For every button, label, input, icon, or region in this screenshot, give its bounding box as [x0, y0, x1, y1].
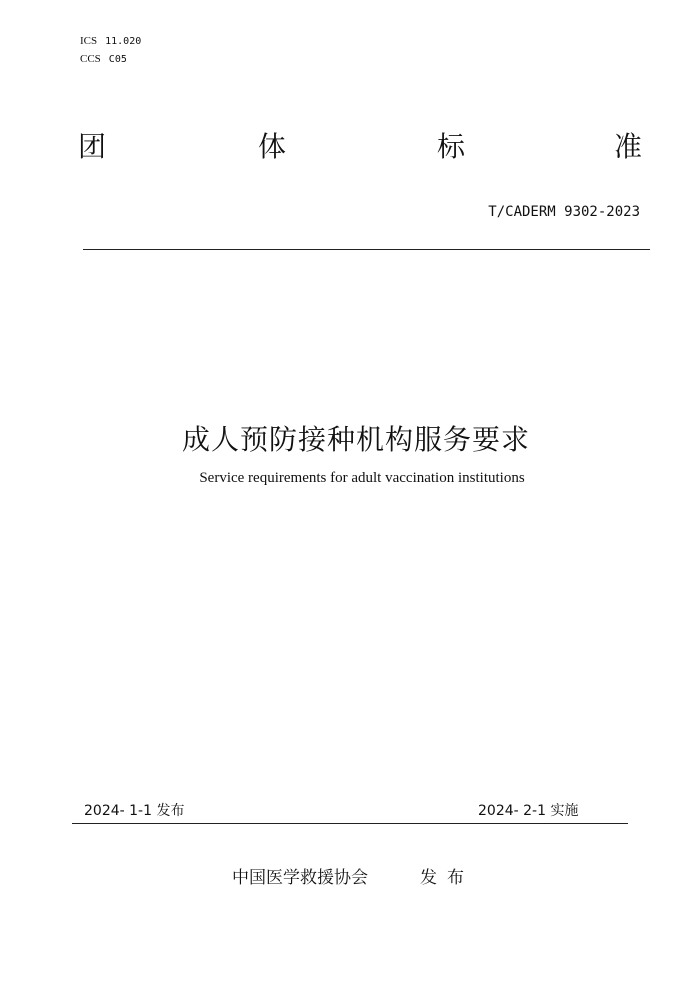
- publish-label: 发布: [420, 868, 474, 888]
- title-english: Service requirements for adult vaccination institutions: [199, 470, 525, 486]
- ccs-value: C05: [108, 54, 127, 65]
- bottom-divider: [72, 823, 628, 824]
- implementation-date: 2024- 2-1 实施: [478, 803, 579, 819]
- standard-type-char-3: 标: [437, 130, 466, 163]
- standard-type-char-2: 体: [258, 130, 287, 163]
- top-divider: [83, 249, 650, 250]
- ics-code: [80, 35, 141, 47]
- ccs-code: [80, 53, 127, 65]
- standard-number: T/CADERM 9302-2023: [488, 204, 640, 220]
- ccs-label: CCS: [80, 53, 101, 65]
- standard-type-char-4: 准: [614, 130, 643, 163]
- title-chinese: 成人预防接种机构服务要求: [181, 423, 530, 456]
- ics-value: 11.020: [105, 36, 142, 47]
- standard-type-char-1: 团: [78, 130, 107, 163]
- ics-label: ICS: [80, 35, 98, 47]
- issue-date: 2024- 1-1 发布: [84, 803, 185, 819]
- publisher-name: 中国医学救援协会: [232, 868, 368, 888]
